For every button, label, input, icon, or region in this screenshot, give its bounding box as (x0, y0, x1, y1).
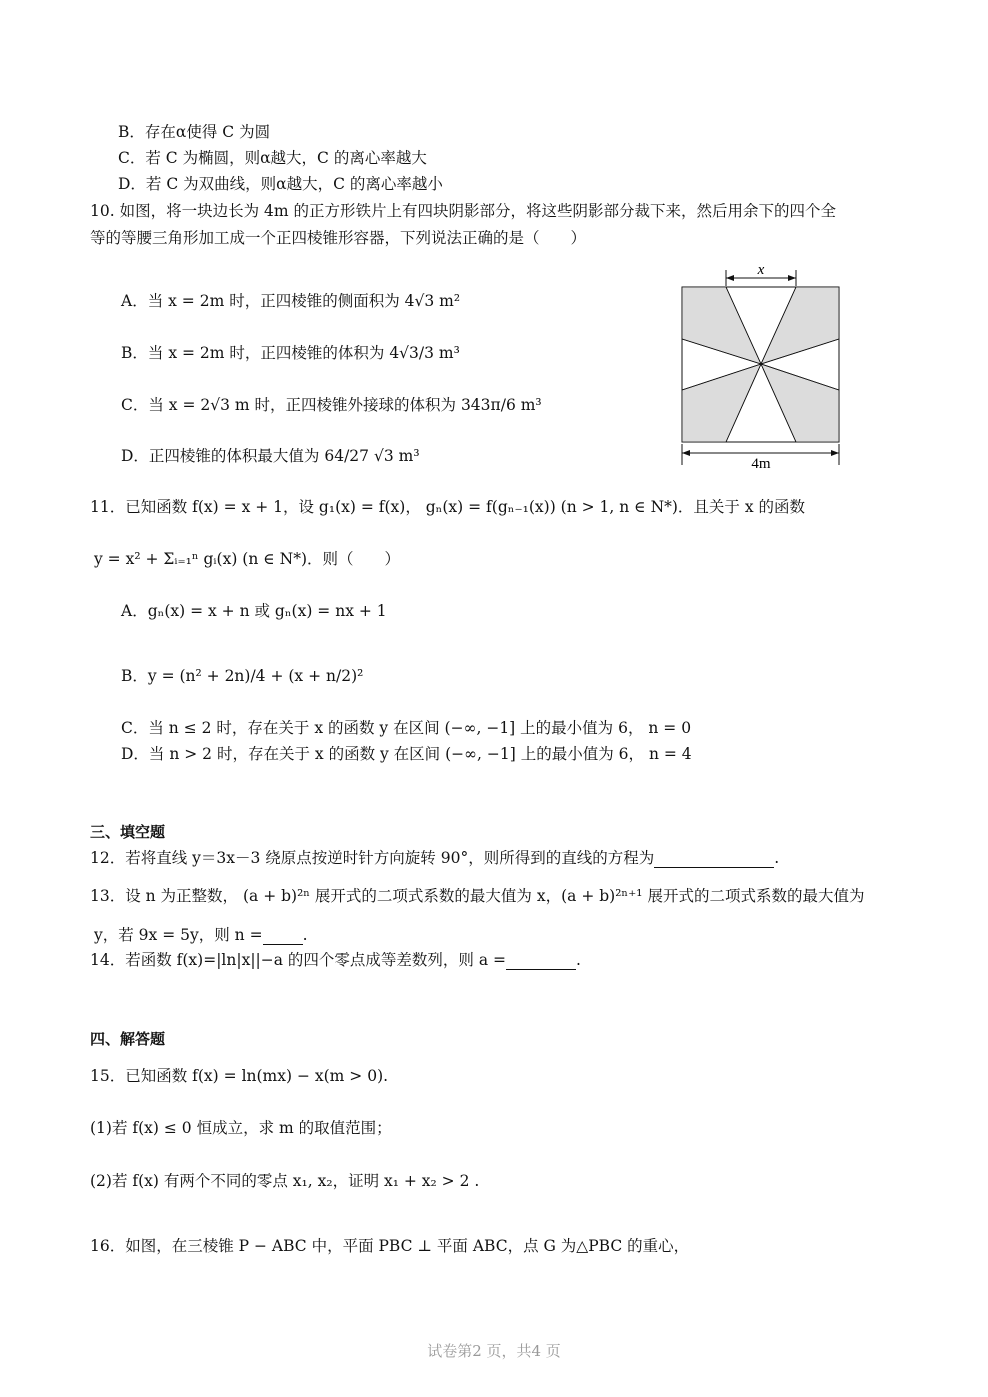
q9-option-c: C．若 C 为椭圆，则α越大，C 的离心率越大 (118, 149, 427, 167)
q9-option-b: B．存在α使得 C 为圆 (118, 123, 271, 141)
q15-part2: (2)若 f(x) 有两个不同的零点 x₁, x₂，证明 x₁ + x₂ > 2 . (90, 1172, 480, 1190)
q11-option-c: C．当 n ≤ 2 时，存在关于 x 的函数 y 在区间 (−∞, −1] 上的最小值为 6， n = 0 (121, 719, 692, 737)
q12-blank (654, 851, 774, 868)
q13-line2: y，若 9x = 5y，则 n = . (94, 926, 308, 944)
q13-line2-text: y，若 9x = 5y，则 n = (94, 926, 263, 944)
q11-option-b: B．y = (n² + 2n)/4 + (x + n/2)² (121, 667, 364, 685)
q10-option-a: A．当 x = 2m 时，正四棱锥的侧面积为 4√3 m² (121, 292, 461, 310)
arrow-right-icon (788, 275, 796, 281)
q12-text: 12．若将直线 y＝3x－3 绕原点按逆时针方向旋转 90°，则所得到的直线的方程为 (90, 849, 655, 867)
q11-stem-line2: y = x² + Σᵢ₌₁ⁿ gᵢ(x) (n ∈ N*)．则（ ） (94, 550, 401, 568)
q10-stem-line1: 10. 如图，将一块边长为 4m 的正方形铁片上有四块阴影部分，将这些阴影部分裁下来，然后用余下的四个全 (90, 202, 836, 220)
section-4-heading: 四、解答题 (90, 1030, 166, 1048)
q15-stem: 15．已知函数 f(x) = ln(mx) − x(m > 0). (90, 1067, 389, 1085)
q14-blank (506, 953, 576, 970)
q9-option-d: D．若 C 为双曲线，则α越大，C 的离心率越小 (118, 175, 443, 193)
q16-stem: 16．如图，在三棱锥 P − ABC 中，平面 PBC ⊥ 平面 ABC，点 G 为△PBC 的重心， (90, 1237, 690, 1255)
q10-option-c: C．当 x = 2√3 m 时，正四棱锥外接球的体积为 343π/6 m³ (121, 396, 542, 414)
figure-label-4m: 4m (751, 456, 771, 472)
q11-stem-line1: 11．已知函数 f(x) = x + 1，设 g₁(x) = f(x)， gₙ(x) = f(gₙ₋₁(x)) (n > 1, n ∈ N*)．且关于 x 的函数 (90, 498, 806, 516)
q13-blank (263, 928, 303, 945)
figure-label-x: x (757, 262, 765, 278)
q12: 12．若将直线 y＝3x－3 绕原点按逆时针方向旋转 90°，则所得到的直线的方程为 . (90, 849, 780, 867)
q10-option-b: B．当 x = 2m 时，正四棱锥的体积为 4√3/3 m³ (121, 344, 460, 362)
q11-option-a: A．gₙ(x) = x + n 或 gₙ(x) = nx + 1 (121, 602, 387, 620)
page-footer: 试卷第2 页，共4 页 (427, 1342, 561, 1360)
q13-line1: 13．设 n 为正整数， (a + b)²ⁿ 展开式的二项式系数的最大值为 x，(a + b)²ⁿ⁺¹ 展开式的二项式系数的最大值为 (90, 887, 865, 905)
section-3-heading: 三、填空题 (90, 823, 166, 841)
q14: 14．若函数 f(x)=|ln|x||−a 的四个零点成等差数列，则 a = . (90, 951, 581, 969)
arrow-left-icon (726, 275, 734, 281)
q10-figure (676, 260, 846, 472)
q10-option-d: D．正四棱锥的体积最大值为 64/27 √3 m³ (121, 447, 420, 465)
q14-text: 14．若函数 f(x)=|ln|x||−a 的四个零点成等差数列，则 a = (90, 951, 507, 969)
q10-stem-line2: 等的等腰三角形加工成一个正四棱锥形容器，下列说法正确的是（ ） (90, 229, 587, 247)
q11-option-d: D．当 n > 2 时，存在关于 x 的函数 y 在区间 (−∞, −1] 上的最小值为 6， n = 4 (121, 745, 692, 763)
q15-part1: (1)若 f(x) ≤ 0 恒成立，求 m 的取值范围； (90, 1119, 392, 1137)
